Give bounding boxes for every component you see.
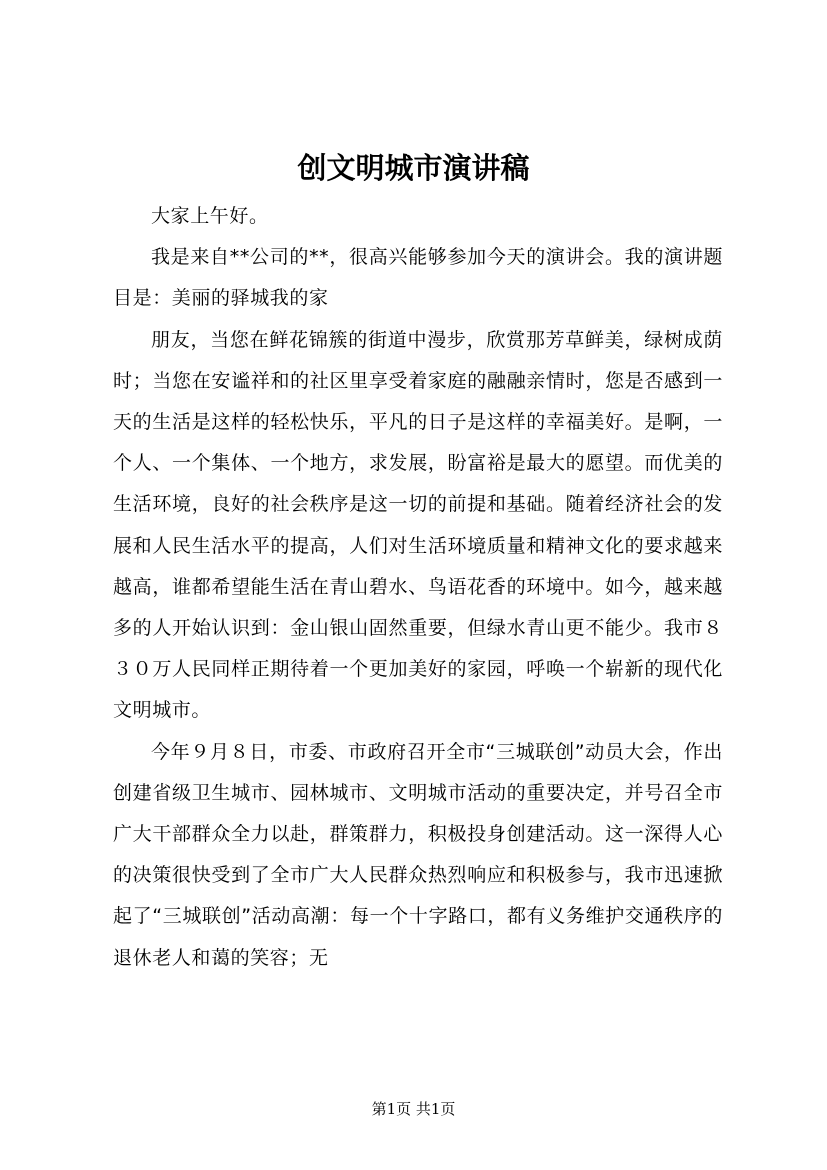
paragraph-environment: 朋友，当您在鲜花锦簇的街道中漫步，欣赏那芳草鲜美，绿树成荫时；当您在安谧祥和的社区里享受着家庭的融融亲情时，您是否感到一天的生活是这样的轻松快乐，平凡的日子是这样的幸福美好。是啊，一个人、一个集体、一个地方，求发展，盼富裕是最大的愿望。而优美的生活环境，良好的社会秩序是这一切的前提和基础。随着经济社会的发展和人民生活水平的提高，人们对生活环境质量和精神文化的要求越来越高，谁都希望能生活在青山碧水、鸟语花香的环境中。如今，越来越多的人开始认识到：金山银山固然重要，但绿水青山更不能少。我市８３０万人民同样正期待着一个更加美好的家园，呼唤一个崭新的现代化文明城市。 xyxy=(113,328,723,722)
document-title: 创文明城市演讲稿 xyxy=(297,151,530,185)
paragraph-greeting: 大家上午好。 xyxy=(151,205,269,227)
paragraph-introduction: 我是来自**公司的**，很高兴能够参加今天的演讲会。我的演讲题目是：美丽的驿城我的家 xyxy=(113,246,723,310)
page-footer xyxy=(0,1098,827,1120)
paragraph-campaign: 今年９月８日，市委、市政府召开全市“三城联创”动员大会，作出创建省级卫生城市、园林城市、文明城市活动的重要决定，并号召全市广大干部群众全力以赴，群策群力，积极投身创建活动。这一深得人心的决策很快受到了全市广大人民群众热烈响应和积极参与，我市迅速掀起了“三城联创”活动高潮：每一个十字路口，都有义务维护交通秩序的退休老人和蔼的笑容；无 xyxy=(113,740,723,969)
page-number: 第1页 共1页 xyxy=(371,1100,456,1118)
document-body xyxy=(113,196,723,979)
